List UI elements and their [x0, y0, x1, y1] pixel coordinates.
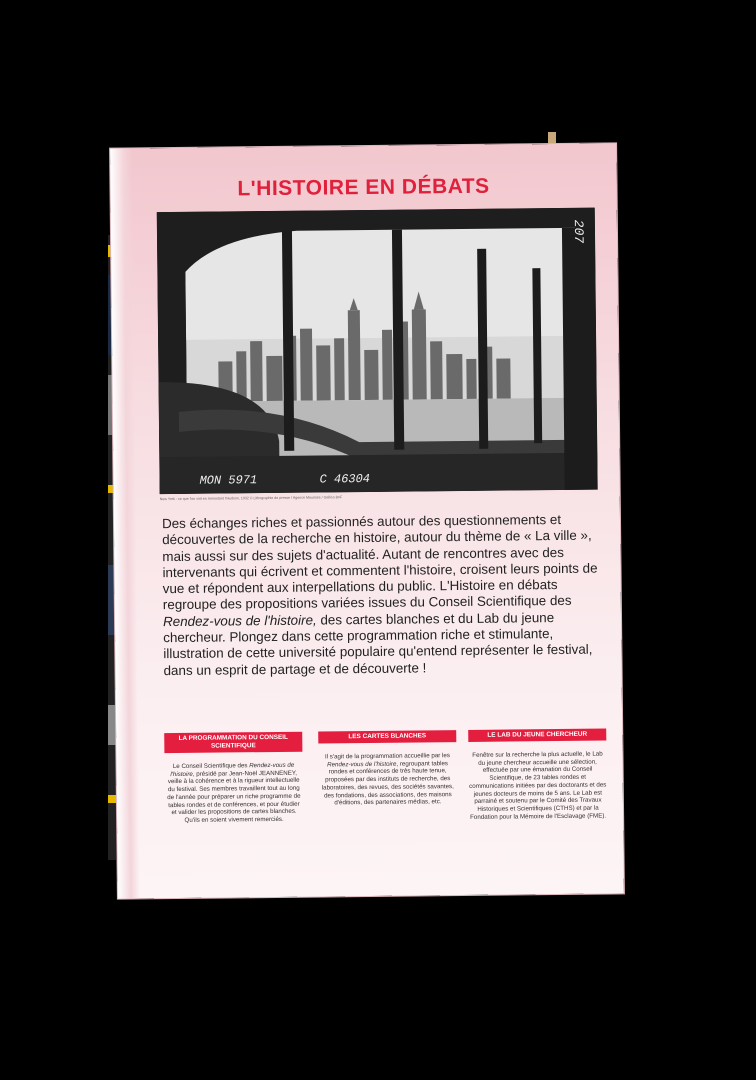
intro-text-2: des cartes blanches et du Lab du jeune chercheur. Plongez dans cette programmation riche et stimulante, illustration de cette université populaire qu'entend représenter le festival, dans un esprit de partage et de découverte !	[163, 609, 593, 678]
intro-paragraph	[162, 511, 610, 679]
skyline-photo-image	[157, 208, 598, 495]
intro-text-1: Des échanges riches et passionnés autour des questionnements et découvertes de la recherche en histoire, autour du thème de « La ville », mais aussi sur des sujets d'actualité. Autant de rencontres avec des intervenants qui écrivent et commentent l'histoire, croisent leurs points de vue et répondent aux interpellations du public. L'Histoire en débats regroupe des propositions variées issues du Conseil Scientifique des	[161, 511, 598, 613]
intro-italic: Rendez-vous de l'histoire,	[162, 612, 317, 629]
column-heading: LES CARTES BLANCHES	[318, 730, 456, 743]
plate-number: MON 5971	[199, 473, 258, 488]
corner-note: 207	[570, 219, 587, 244]
column-heading: LE LAB DU JEUNE CHERCHEUR	[468, 729, 606, 742]
column-text: Fenêtre sur la recherche la plus actuelle, le Lab du jeune chercheur accueille une sélection, effectuée par une émanation du Conseil Scientifique, de 23 tables rondes et communications initiées par des doctorants et des jeunes docteurs de moins de 5 ans. Le Lab est parrainé et soutenu par le Comité des Travaux Historiques et Scientifiques (CTHS) et par la Fondation pour la Mémoire de l'Esclavage (FME).	[469, 750, 607, 821]
column-text: Il s'agit de la programmation accueillie par les Rendez-vous de l'histoire, regroupant tables rondes et conférences de très haute tenue, proposées par des instituts de recherche, des laboratoires, des revues, des sociétés savantes, des fondations, des associations, des maisons d'éditions, des partenaires médias, etc.	[321, 752, 454, 807]
column-text: Le Conseil Scientifique des Rendez-vous de l'histoire, présidé par Jean-Noël JEANNENEY, veille à la cohérence et à la rigueur intellectuelle du festival. Ses membres travaillent tout au long de l'année pour préparer un riche programme de tables rondes et de conférences, et pour étudier et valider les propositions de cartes blanches. Qu'ils en soient vivement remerciés.	[167, 761, 301, 824]
skyline-photo	[157, 208, 598, 495]
column-lab-jeune-chercheur	[468, 729, 607, 822]
magazine-page	[110, 143, 624, 898]
column-cartes-blanches	[318, 730, 457, 807]
page-title: L'HISTOIRE EN DÉBATS	[237, 174, 490, 201]
column-conseil-scientifique	[164, 732, 303, 825]
photo-caption: New York : ce que l'on voit en remontant l'Hudson, 1932 © Lithographie de presse / Agence Meurisse / Gallica BnF	[159, 495, 343, 502]
three-columns	[164, 728, 611, 873]
plate-code: C 46304	[319, 471, 371, 487]
column-heading: LA PROGRAMMATION DU CONSEIL SCIENTIFIQUE	[164, 732, 302, 753]
